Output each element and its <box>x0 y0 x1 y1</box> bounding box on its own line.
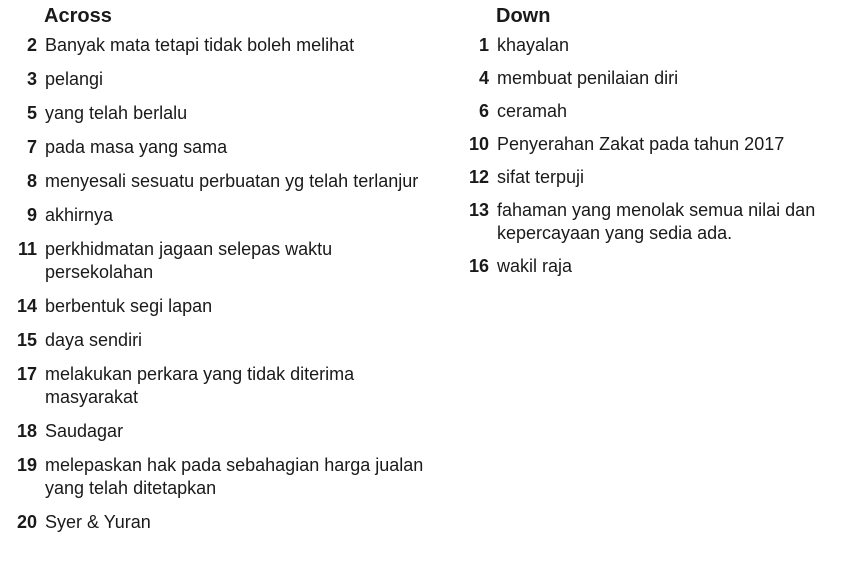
clue-text: melakukan perkara yang tidak diterima masyarakat <box>45 364 355 407</box>
down-clue <box>452 67 848 90</box>
across-column <box>0 4 430 545</box>
across-clue <box>0 511 430 534</box>
across-clue <box>0 329 430 352</box>
clue-number: 12 <box>468 167 489 187</box>
clue-text: perkhidmatan jagaan selepas waktu persekolahan <box>45 239 333 282</box>
clue-number: 10 <box>468 134 489 154</box>
across-clue <box>0 238 430 284</box>
down-column <box>452 4 848 288</box>
clue-text: Penyerahan Zakat pada tahun 2017 <box>497 134 785 154</box>
across-clue <box>0 204 430 227</box>
clue-number: 6 <box>478 101 489 121</box>
clue-number: 1 <box>478 35 489 55</box>
clue-number: 8 <box>26 171 37 191</box>
clue-text: ceramah <box>497 101 568 121</box>
across-heading: Across <box>44 5 112 27</box>
across-clue <box>0 363 430 409</box>
across-clue <box>0 420 430 443</box>
down-clue-list <box>452 34 848 278</box>
clue-text: menyesali sesuatu perbuatan yg telah terlanjur <box>45 171 419 191</box>
clue-number: 9 <box>26 205 37 225</box>
clue-text: Syer & Yuran <box>45 512 151 532</box>
clue-number: 11 <box>17 239 37 259</box>
across-clue <box>0 136 430 159</box>
clue-text: sifat terpuji <box>497 167 585 187</box>
down-heading: Down <box>496 5 551 27</box>
across-clue <box>0 68 430 91</box>
clue-number: 3 <box>26 69 37 89</box>
down-clue <box>452 34 848 57</box>
clue-number: 7 <box>26 137 37 157</box>
across-clue <box>0 454 430 500</box>
clue-number: 5 <box>26 103 37 123</box>
clue-number: 17 <box>16 364 37 384</box>
down-clue <box>452 199 848 245</box>
clue-number: 14 <box>16 296 37 316</box>
across-clue <box>0 295 430 318</box>
clue-number: 20 <box>16 512 37 532</box>
down-clue <box>452 255 848 278</box>
across-clue-list <box>0 34 430 534</box>
clue-number: 4 <box>478 68 489 88</box>
clue-number: 2 <box>26 35 37 55</box>
clue-text: Banyak mata tetapi tidak boleh melihat <box>45 35 355 55</box>
clue-number: 16 <box>468 256 489 276</box>
clue-text: berbentuk segi lapan <box>45 296 213 316</box>
clue-text: Saudagar <box>45 421 124 441</box>
clue-number: 13 <box>468 200 489 220</box>
clue-text: khayalan <box>497 35 570 55</box>
clue-number: 19 <box>16 455 37 475</box>
down-clue <box>452 133 848 156</box>
clue-text: yang telah berlalu <box>45 103 188 123</box>
down-clue <box>452 100 848 123</box>
across-clue <box>0 34 430 57</box>
across-clue <box>0 102 430 125</box>
clue-text: melepaskan hak pada sebahagian harga jualan yang telah ditetapkan <box>45 455 424 498</box>
down-clue <box>452 166 848 189</box>
clue-text: akhirnya <box>45 205 114 225</box>
clue-text: pelangi <box>45 69 104 89</box>
across-clue <box>0 170 430 193</box>
clue-text: pada masa yang sama <box>45 137 228 157</box>
clue-text: fahaman yang menolak semua nilai dan kepercayaan yang sedia ada. <box>497 200 816 243</box>
clue-number: 18 <box>16 421 37 441</box>
clue-text: daya sendiri <box>45 330 143 350</box>
clue-text: wakil raja <box>497 256 573 276</box>
clue-text: membuat penilaian diri <box>497 68 679 88</box>
clue-number: 15 <box>16 330 37 350</box>
